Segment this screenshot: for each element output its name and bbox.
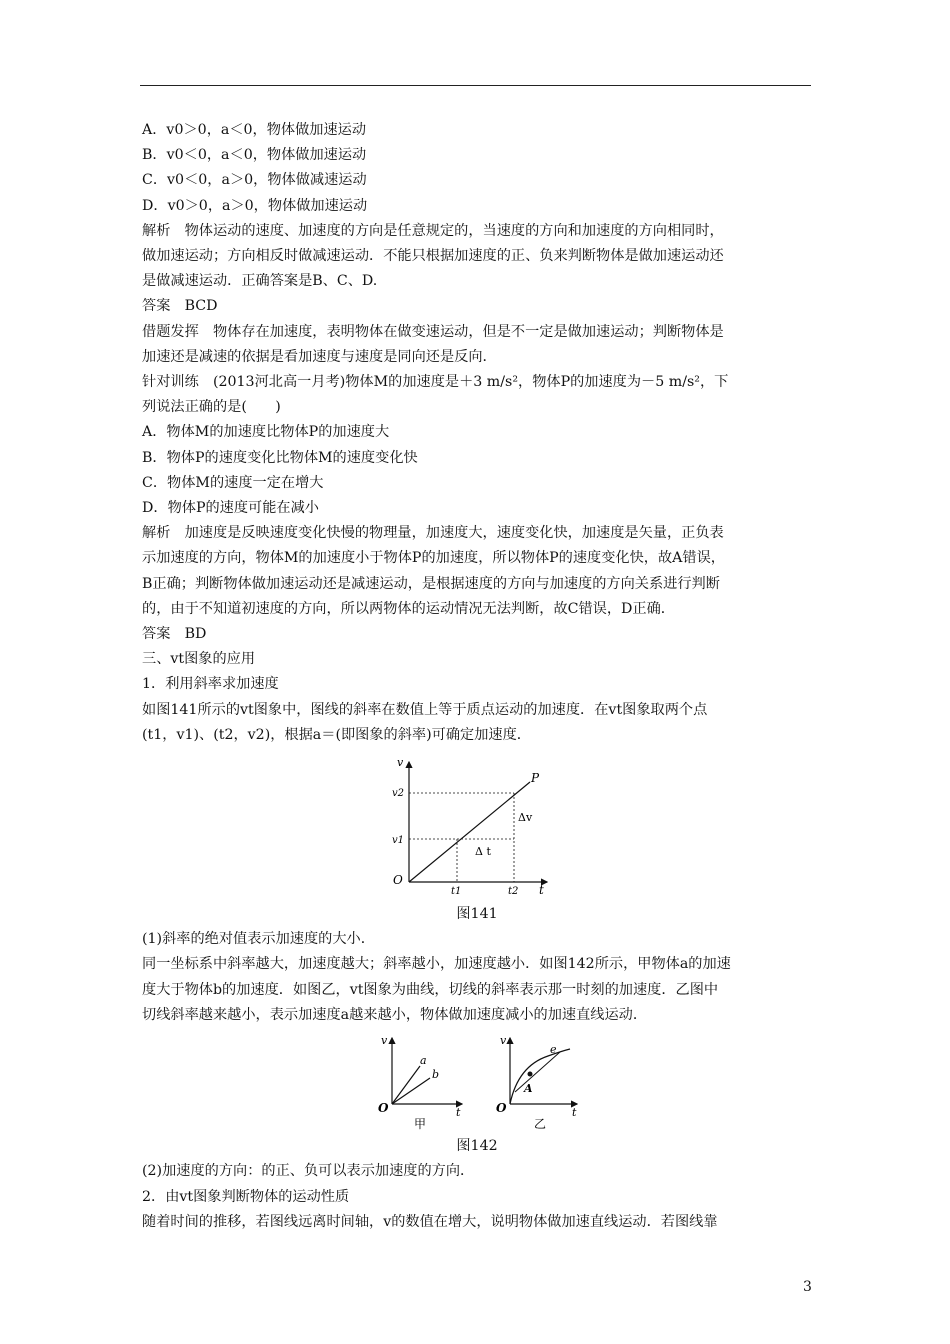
- body-line-2: (t1，v1)、(t2，v2)，根据a＝(即图象的斜率)可确定加速度．: [142, 726, 531, 743]
- body-line-1: 如图141所示的vt图象中，图线的斜率在数值上等于质点运动的加速度．在vt图象取两个点: [142, 701, 708, 718]
- tangent-line: [515, 1052, 560, 1092]
- practice-option-d: D．物体P的速度可能在减小: [142, 500, 319, 517]
- header-rule: [140, 85, 811, 86]
- label-v2: v2: [392, 788, 405, 800]
- body-line-6: 切线斜率越来越小，表示加速度a越来越小，物体做加速度减小的加速直线运动．: [142, 1006, 648, 1023]
- practice-option-b: B．物体P的速度变化比物体M的速度变化快: [142, 449, 418, 466]
- insight-line-2: 加速还是减速的依据是看加速度与速度是同向还是反向．: [142, 348, 497, 365]
- label-t1: t1: [451, 886, 462, 898]
- analysis2-line-1: 解析 加速度是反映速度变化快慢的物理量，加速度大，速度变化快，加速度是矢量，正负表: [142, 525, 724, 542]
- label-t: t: [539, 883, 544, 898]
- option-a: A．v0＞0，a＜0，物体做加速运动: [142, 122, 367, 138]
- vt-graphs-compare: [372, 1032, 582, 1132]
- right-label-t: t: [572, 1106, 577, 1120]
- practice-line-2: 列说法正确的是( ): [142, 399, 281, 416]
- label-origin: O: [393, 873, 403, 888]
- body-line-7: (2)加速度的方向：的正、负可以表示加速度的方向．: [142, 1163, 475, 1180]
- section-heading: 三、vt图象的应用: [142, 651, 256, 668]
- label-delta-t: Δ t: [475, 845, 491, 859]
- body-line-4: 同一坐标系中斜率越大，加速度越大；斜率越小，加速度越小．如图142所示，甲物体a的加速: [142, 956, 731, 973]
- line-a: [392, 1066, 420, 1104]
- answer-1: 答案 BCD: [142, 298, 218, 315]
- body-line-5: 度大于物体b的加速度．如图乙，vt图象为曲线，切线的斜率表示那一时刻的加速度．乙图中: [142, 981, 719, 998]
- practice-option-c: C．物体M的速度一定在增大: [142, 474, 324, 491]
- label-yi: 乙: [534, 1117, 547, 1132]
- figure-141-caption: 图141: [456, 906, 498, 923]
- graph-line: [409, 782, 530, 882]
- body-line-8: 随着时间的推移，若图线远离时间轴，v的数值在增大，说明物体做加速直线运动．若图线靠: [142, 1213, 718, 1230]
- analysis2-line-3: B正确；判断物体做加速运动还是减速运动，是根据速度的方向与加速度的方向关系进行判断: [142, 575, 720, 592]
- practice-line-1: 针对训练 (2013河北高一月考)物体M的加速度是＋3 m/s²，物体P的加速度为－5 m/s²，下: [142, 374, 729, 391]
- page-number: 3: [803, 1279, 812, 1295]
- page-content: [142, 118, 812, 1235]
- analysis-line-3: 是做减速运动．正确答案是B、C、D.: [142, 273, 378, 290]
- option-b: B．v0＜0，a＜0，物体做加速运动: [142, 147, 367, 164]
- label-a: a: [420, 1054, 427, 1068]
- body-line-3: (1)斜率的绝对值表示加速度的大小．: [142, 931, 375, 948]
- subheading-1: 1．利用斜率求加速度: [142, 676, 279, 693]
- label-e: e: [550, 1043, 557, 1057]
- insight-line-1: 借题发挥 物体存在加速度，表明物体在做变速运动，但是不一定是做加速运动；判断物体是: [142, 323, 724, 340]
- label-v1: v1: [392, 835, 405, 847]
- answer-2: 答案 BD: [142, 626, 207, 643]
- option-d: D．v0＞0，a＞0，物体做加速运动: [142, 197, 368, 214]
- curve: [510, 1049, 570, 1104]
- practice-option-a: A．物体M的加速度比物体P的加速度大: [142, 424, 390, 441]
- label-jia: 甲: [414, 1117, 427, 1132]
- subheading-2: 2．由vt图象判断物体的运动性质: [142, 1188, 350, 1205]
- right-label-origin: O: [496, 1101, 507, 1116]
- figure-141: [142, 754, 812, 902]
- label-t2: t2: [508, 886, 519, 898]
- line-b: [392, 1078, 430, 1104]
- left-label-v: v: [381, 1034, 388, 1048]
- label-delta-v: Δv: [518, 811, 533, 825]
- figure-142-caption: 图142: [456, 1138, 498, 1155]
- label-point-a: A: [524, 1082, 533, 1096]
- label-p: P: [531, 771, 540, 786]
- analysis2-line-2: 示加速度的方向，物体M的加速度小于物体P的加速度，所以物体P的速度变化快，故A错误，: [142, 550, 725, 567]
- label-v: v: [397, 756, 404, 770]
- analysis2-line-4: 的，由于不知道初速度的方向，所以两物体的运动情况无法判断，故C错误，D正确．: [142, 600, 675, 617]
- option-c: C．v0＜0，a＞0，物体做减速运动: [142, 172, 367, 189]
- left-label-origin: O: [378, 1101, 389, 1116]
- analysis-line-2: 做加速运动；方向相反时做减速运动．不能只根据加速度的正、负来判断物体是做加速运动还: [142, 248, 724, 265]
- vt-graph-slope: [387, 754, 577, 900]
- figure-142: [142, 1032, 812, 1134]
- left-label-t: t: [456, 1106, 461, 1120]
- point-a: [528, 1072, 533, 1077]
- analysis-line-1: 解析 物体运动的速度、加速度的方向是任意规定的，当速度的方向和加速度的方向相同时，: [142, 222, 724, 239]
- right-label-v: v: [500, 1034, 507, 1048]
- label-b: b: [432, 1068, 440, 1082]
